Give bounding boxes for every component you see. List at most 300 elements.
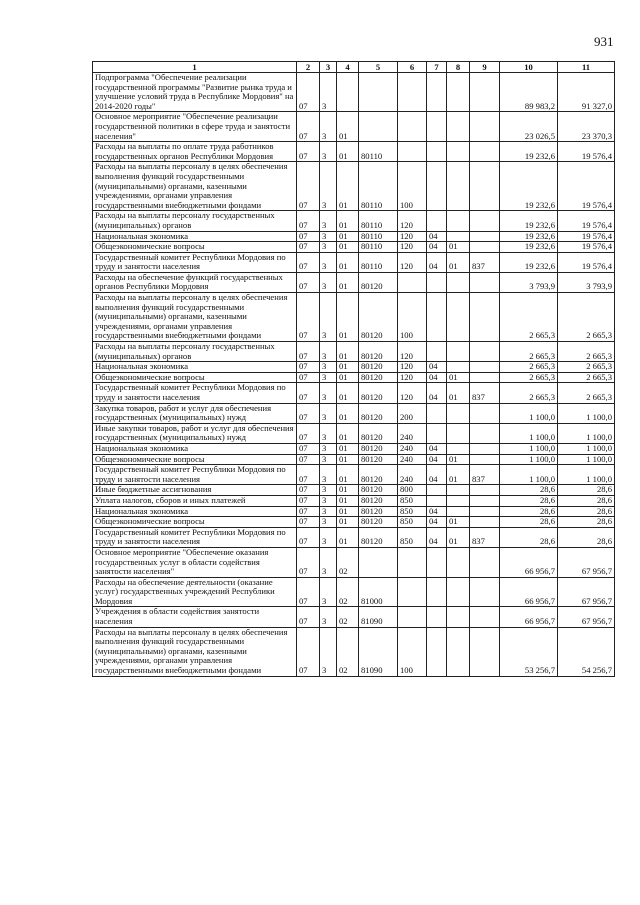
amount-2019: 28,6 xyxy=(500,527,558,547)
expense-type: 850 xyxy=(398,495,427,506)
ministry-code: 837 xyxy=(470,383,500,403)
column-header-5: 5 xyxy=(359,62,398,73)
expense-type: 100 xyxy=(398,627,427,676)
table-row xyxy=(93,272,615,292)
table-row xyxy=(93,527,615,547)
column-header-2: 2 xyxy=(297,62,320,73)
item-name: Расходы на выплаты персоналу в целях обеспечения выполнения функций государственными (муниципальными) органами, казенными учреждениями, органами управления государственными внебюджетными фондами xyxy=(93,162,297,211)
ministry-code xyxy=(470,73,500,112)
expense-type: 120 xyxy=(398,383,427,403)
expense-type xyxy=(398,607,427,627)
measure-code: 01 xyxy=(337,293,359,342)
direction-code: 80120 xyxy=(359,485,398,496)
section xyxy=(427,607,447,627)
section: 04 xyxy=(427,362,447,373)
section-code: 07 xyxy=(297,342,320,362)
measure-code: 01 xyxy=(337,495,359,506)
item-name: Расходы на выплаты персоналу в целях обеспечения выполнения функций государственными (муниципальными) органами, казенными учреждениями, органами управления государственными внебюджетными фондами xyxy=(93,627,297,676)
section-code: 07 xyxy=(297,142,320,162)
section: 04 xyxy=(427,465,447,485)
budget-table xyxy=(92,61,615,677)
measure-code: 01 xyxy=(337,162,359,211)
section-code: 07 xyxy=(297,527,320,547)
table-row xyxy=(93,443,615,454)
measure-code: 02 xyxy=(337,627,359,676)
section xyxy=(427,293,447,342)
subprogram-code: 3 xyxy=(320,454,337,465)
amount-2020: 1 100,0 xyxy=(558,465,615,485)
measure-code: 01 xyxy=(337,112,359,142)
direction-code: 80110 xyxy=(359,162,398,211)
section: 04 xyxy=(427,443,447,454)
section xyxy=(427,211,447,231)
ministry-code xyxy=(470,211,500,231)
amount-2019: 3 793,9 xyxy=(500,272,558,292)
direction-code xyxy=(359,73,398,112)
section-code: 07 xyxy=(297,495,320,506)
measure-code: 01 xyxy=(337,423,359,443)
amount-2019: 28,6 xyxy=(500,485,558,496)
measure-code: 01 xyxy=(337,372,359,383)
table-row xyxy=(93,465,615,485)
amount-2019: 1 100,0 xyxy=(500,443,558,454)
subprogram-code: 3 xyxy=(320,272,337,292)
measure-code: 02 xyxy=(337,577,359,607)
section-code: 07 xyxy=(297,454,320,465)
ministry-code xyxy=(470,162,500,211)
measure-code: 01 xyxy=(337,211,359,231)
subprogram-code: 3 xyxy=(320,252,337,272)
section xyxy=(427,577,447,607)
direction-code: 80110 xyxy=(359,142,398,162)
section-code: 07 xyxy=(297,231,320,242)
amount-2019: 28,6 xyxy=(500,517,558,528)
column-header-6: 6 xyxy=(398,62,427,73)
expense-type: 240 xyxy=(398,454,427,465)
subsection xyxy=(447,627,470,676)
expense-type: 850 xyxy=(398,506,427,517)
item-name: Общеэкономические вопросы xyxy=(93,372,297,383)
ministry-code: 837 xyxy=(470,465,500,485)
section-code: 07 xyxy=(297,372,320,383)
amount-2020: 67 956,7 xyxy=(558,607,615,627)
subsection xyxy=(447,293,470,342)
measure-code: 01 xyxy=(337,527,359,547)
amount-2019: 66 956,7 xyxy=(500,547,558,577)
subsection xyxy=(447,211,470,231)
ministry-code xyxy=(470,272,500,292)
subprogram-code: 3 xyxy=(320,607,337,627)
section-code: 07 xyxy=(297,607,320,627)
subprogram-code: 3 xyxy=(320,112,337,142)
section-code: 07 xyxy=(297,577,320,607)
subsection: 01 xyxy=(447,383,470,403)
table-row xyxy=(93,607,615,627)
item-name: Основное мероприятие "Обеспечение реализации государственной политики в сфере труда и занятости населения" xyxy=(93,112,297,142)
amount-2020: 28,6 xyxy=(558,495,615,506)
measure-code: 01 xyxy=(337,506,359,517)
column-header-9: 9 xyxy=(470,62,500,73)
direction-code xyxy=(359,112,398,142)
amount-2019: 19 232,6 xyxy=(500,142,558,162)
measure-code: 01 xyxy=(337,231,359,242)
subprogram-code: 3 xyxy=(320,383,337,403)
subsection xyxy=(447,272,470,292)
direction-code: 80120 xyxy=(359,443,398,454)
ministry-code xyxy=(470,506,500,517)
expense-type: 240 xyxy=(398,443,427,454)
table-row xyxy=(93,454,615,465)
measure-code: 01 xyxy=(337,465,359,485)
subprogram-code: 3 xyxy=(320,506,337,517)
amount-2020: 54 256,7 xyxy=(558,627,615,676)
column-header-1: 1 xyxy=(93,62,297,73)
expense-type: 200 xyxy=(398,403,427,423)
table-body xyxy=(93,73,615,677)
item-name: Национальная экономика xyxy=(93,362,297,373)
expense-type: 100 xyxy=(398,162,427,211)
direction-code: 80120 xyxy=(359,527,398,547)
subprogram-code: 3 xyxy=(320,403,337,423)
amount-2020: 28,6 xyxy=(558,527,615,547)
section-code: 07 xyxy=(297,272,320,292)
table-row xyxy=(93,423,615,443)
direction-code: 80120 xyxy=(359,342,398,362)
ministry-code xyxy=(470,627,500,676)
section: 04 xyxy=(427,383,447,403)
measure-code: 01 xyxy=(337,517,359,528)
measure-code: 01 xyxy=(337,342,359,362)
table-row xyxy=(93,231,615,242)
item-name: Закупка товаров, работ и услуг для обеспечения государственных (муниципальных) нужд xyxy=(93,403,297,423)
amount-2020: 2 665,3 xyxy=(558,362,615,373)
section: 04 xyxy=(427,242,447,253)
item-name: Подпрограмма "Обеспечение реализации государственной программы "Развитие рынка труда и улучшение условий труда в Республике Мордовия" на 2014-2020 годы" xyxy=(93,73,297,112)
section-code: 07 xyxy=(297,162,320,211)
subprogram-code: 3 xyxy=(320,495,337,506)
subprogram-code: 3 xyxy=(320,73,337,112)
subprogram-code: 3 xyxy=(320,362,337,373)
amount-2020: 1 100,0 xyxy=(558,454,615,465)
column-header-3: 3 xyxy=(320,62,337,73)
amount-2019: 1 100,0 xyxy=(500,403,558,423)
amount-2020: 19 576,4 xyxy=(558,242,615,253)
amount-2020: 2 665,3 xyxy=(558,372,615,383)
measure-code: 02 xyxy=(337,547,359,577)
amount-2020: 67 956,7 xyxy=(558,547,615,577)
section-code: 07 xyxy=(297,383,320,403)
amount-2019: 2 665,3 xyxy=(500,362,558,373)
amount-2019: 2 665,3 xyxy=(500,372,558,383)
item-name: Расходы на выплаты по оплате труда работников государственных органов Республики Мордовия xyxy=(93,142,297,162)
measure-code: 01 xyxy=(337,454,359,465)
section: 04 xyxy=(427,517,447,528)
amount-2020: 23 370,3 xyxy=(558,112,615,142)
column-header-8: 8 xyxy=(447,62,470,73)
subprogram-code: 3 xyxy=(320,423,337,443)
item-name: Государственный комитет Республики Мордовия по труду и занятости населения xyxy=(93,465,297,485)
section-code: 07 xyxy=(297,485,320,496)
amount-2019: 66 956,7 xyxy=(500,577,558,607)
subsection xyxy=(447,506,470,517)
expense-type xyxy=(398,112,427,142)
amount-2019: 19 232,6 xyxy=(500,162,558,211)
direction-code xyxy=(359,547,398,577)
amount-2020: 19 576,4 xyxy=(558,252,615,272)
amount-2020: 19 576,4 xyxy=(558,142,615,162)
subsection: 01 xyxy=(447,517,470,528)
subsection xyxy=(447,403,470,423)
expense-type xyxy=(398,272,427,292)
item-name: Национальная экономика xyxy=(93,231,297,242)
table-row xyxy=(93,372,615,383)
section-code: 07 xyxy=(297,517,320,528)
ministry-code xyxy=(470,454,500,465)
table-row xyxy=(93,162,615,211)
item-name: Расходы на обеспечение деятельности (оказание услуг) государственных учреждений Республики Мордовия xyxy=(93,577,297,607)
section-code: 07 xyxy=(297,242,320,253)
expense-type: 120 xyxy=(398,211,427,231)
item-name: Иные закупки товаров, работ и услуг для обеспечения государственных (муниципальных) нужд xyxy=(93,423,297,443)
measure-code xyxy=(337,73,359,112)
amount-2019: 2 665,3 xyxy=(500,293,558,342)
section: 04 xyxy=(427,372,447,383)
subprogram-code: 3 xyxy=(320,443,337,454)
table-row xyxy=(93,506,615,517)
ministry-code: 837 xyxy=(470,527,500,547)
section-code: 07 xyxy=(297,112,320,142)
section-code: 07 xyxy=(297,403,320,423)
expense-type: 800 xyxy=(398,485,427,496)
subsection xyxy=(447,162,470,211)
direction-code: 80120 xyxy=(359,495,398,506)
subprogram-code: 3 xyxy=(320,142,337,162)
table-row xyxy=(93,142,615,162)
section-code: 07 xyxy=(297,423,320,443)
table-row xyxy=(93,383,615,403)
direction-code: 80110 xyxy=(359,211,398,231)
section-code: 07 xyxy=(297,547,320,577)
subprogram-code: 3 xyxy=(320,242,337,253)
section xyxy=(427,142,447,162)
ministry-code xyxy=(470,443,500,454)
expense-type: 240 xyxy=(398,423,427,443)
section xyxy=(427,627,447,676)
subsection xyxy=(447,607,470,627)
direction-code: 80120 xyxy=(359,517,398,528)
direction-code: 80110 xyxy=(359,242,398,253)
amount-2019: 19 232,6 xyxy=(500,211,558,231)
item-name: Основное мероприятие "Обеспечение оказания государственных услуг в области содействия занятости населения" xyxy=(93,547,297,577)
expense-type: 240 xyxy=(398,465,427,485)
item-name: Расходы на выплаты персоналу в целях обеспечения выполнения функций государственными (муниципальными) органами, казенными учреждениями, органами управления государственными внебюджетными фондами xyxy=(93,293,297,342)
measure-code: 01 xyxy=(337,443,359,454)
expense-type xyxy=(398,142,427,162)
ministry-code: 837 xyxy=(470,252,500,272)
amount-2020: 19 576,4 xyxy=(558,162,615,211)
section xyxy=(427,162,447,211)
table-row xyxy=(93,112,615,142)
section: 04 xyxy=(427,454,447,465)
measure-code: 01 xyxy=(337,403,359,423)
subprogram-code: 3 xyxy=(320,211,337,231)
measure-code: 01 xyxy=(337,485,359,496)
expense-type: 850 xyxy=(398,527,427,547)
section xyxy=(427,272,447,292)
amount-2019: 28,6 xyxy=(500,506,558,517)
subsection xyxy=(447,142,470,162)
expense-type: 120 xyxy=(398,362,427,373)
item-name: Расходы на обеспечение функций государственных органов Республики Мордовия xyxy=(93,272,297,292)
item-name: Государственный комитет Республики Мордовия по труду и занятости населения xyxy=(93,383,297,403)
section xyxy=(427,403,447,423)
subprogram-code: 3 xyxy=(320,465,337,485)
direction-code: 80120 xyxy=(359,272,398,292)
subprogram-code: 3 xyxy=(320,517,337,528)
section-code: 07 xyxy=(297,627,320,676)
amount-2019: 19 232,6 xyxy=(500,242,558,253)
direction-code: 80110 xyxy=(359,252,398,272)
section-code: 07 xyxy=(297,362,320,373)
item-name: Государственный комитет Республики Мордовия по труду и занятости населения xyxy=(93,252,297,272)
subsection: 01 xyxy=(447,454,470,465)
expense-type xyxy=(398,73,427,112)
amount-2019: 19 232,6 xyxy=(500,231,558,242)
direction-code: 80120 xyxy=(359,454,398,465)
subsection xyxy=(447,495,470,506)
amount-2019: 2 665,3 xyxy=(500,342,558,362)
subsection: 01 xyxy=(447,527,470,547)
amount-2020: 28,6 xyxy=(558,485,615,496)
expense-type xyxy=(398,547,427,577)
direction-code: 80120 xyxy=(359,506,398,517)
direction-code: 80120 xyxy=(359,403,398,423)
table-row xyxy=(93,547,615,577)
measure-code: 01 xyxy=(337,252,359,272)
section-code: 07 xyxy=(297,252,320,272)
measure-code: 01 xyxy=(337,242,359,253)
table-row xyxy=(93,577,615,607)
direction-code: 80110 xyxy=(359,231,398,242)
measure-code: 01 xyxy=(337,362,359,373)
section xyxy=(427,342,447,362)
ministry-code xyxy=(470,577,500,607)
item-name: Общеэкономические вопросы xyxy=(93,454,297,465)
column-header-11: 11 xyxy=(558,62,615,73)
subprogram-code: 3 xyxy=(320,231,337,242)
amount-2020: 28,6 xyxy=(558,506,615,517)
expense-type xyxy=(398,577,427,607)
subsection xyxy=(447,423,470,443)
subsection xyxy=(447,443,470,454)
table-row xyxy=(93,242,615,253)
table-row xyxy=(93,627,615,676)
table-row xyxy=(93,485,615,496)
item-name: Расходы на выплаты персоналу государственных (муниципальных) органов xyxy=(93,211,297,231)
subprogram-code: 3 xyxy=(320,627,337,676)
amount-2020: 91 327,0 xyxy=(558,73,615,112)
table-header-row xyxy=(93,62,615,73)
item-name: Общеэкономические вопросы xyxy=(93,517,297,528)
section: 04 xyxy=(427,506,447,517)
measure-code: 01 xyxy=(337,142,359,162)
section: 04 xyxy=(427,252,447,272)
table-row xyxy=(93,517,615,528)
amount-2020: 28,6 xyxy=(558,517,615,528)
subprogram-code: 3 xyxy=(320,342,337,362)
subsection xyxy=(447,73,470,112)
table-row xyxy=(93,495,615,506)
direction-code: 81090 xyxy=(359,627,398,676)
direction-code: 81090 xyxy=(359,607,398,627)
subprogram-code: 3 xyxy=(320,527,337,547)
amount-2020: 1 100,0 xyxy=(558,443,615,454)
column-header-7: 7 xyxy=(427,62,447,73)
section-code: 07 xyxy=(297,73,320,112)
section xyxy=(427,485,447,496)
section-code: 07 xyxy=(297,465,320,485)
amount-2020: 19 576,4 xyxy=(558,211,615,231)
amount-2019: 53 256,7 xyxy=(500,627,558,676)
item-name: Национальная экономика xyxy=(93,506,297,517)
subsection xyxy=(447,362,470,373)
subprogram-code: 3 xyxy=(320,485,337,496)
subsection: 01 xyxy=(447,252,470,272)
direction-code: 80120 xyxy=(359,465,398,485)
amount-2020: 67 956,7 xyxy=(558,577,615,607)
expense-type: 120 xyxy=(398,252,427,272)
table-row xyxy=(93,73,615,112)
expense-type: 120 xyxy=(398,372,427,383)
measure-code: 01 xyxy=(337,272,359,292)
direction-code: 80120 xyxy=(359,423,398,443)
amount-2020: 2 665,3 xyxy=(558,383,615,403)
section: 04 xyxy=(427,527,447,547)
subsection xyxy=(447,577,470,607)
section-code: 07 xyxy=(297,506,320,517)
section xyxy=(427,423,447,443)
ministry-code xyxy=(470,423,500,443)
item-name: Национальная экономика xyxy=(93,443,297,454)
expense-type: 120 xyxy=(398,342,427,362)
subprogram-code: 3 xyxy=(320,577,337,607)
subsection xyxy=(447,485,470,496)
amount-2020: 1 100,0 xyxy=(558,423,615,443)
section-code: 07 xyxy=(297,293,320,342)
ministry-code xyxy=(470,342,500,362)
subsection xyxy=(447,231,470,242)
table-row xyxy=(93,362,615,373)
item-name: Общеэкономические вопросы xyxy=(93,242,297,253)
column-header-4: 4 xyxy=(337,62,359,73)
ministry-code xyxy=(470,142,500,162)
section: 04 xyxy=(427,231,447,242)
measure-code: 01 xyxy=(337,383,359,403)
amount-2019: 1 100,0 xyxy=(500,465,558,485)
direction-code: 81000 xyxy=(359,577,398,607)
ministry-code xyxy=(470,495,500,506)
ministry-code xyxy=(470,293,500,342)
amount-2020: 19 576,4 xyxy=(558,231,615,242)
table-row xyxy=(93,403,615,423)
amount-2020: 1 100,0 xyxy=(558,403,615,423)
subsection: 01 xyxy=(447,242,470,253)
direction-code: 80120 xyxy=(359,383,398,403)
section-code: 07 xyxy=(297,211,320,231)
column-header-10: 10 xyxy=(500,62,558,73)
section xyxy=(427,495,447,506)
table-row xyxy=(93,211,615,231)
